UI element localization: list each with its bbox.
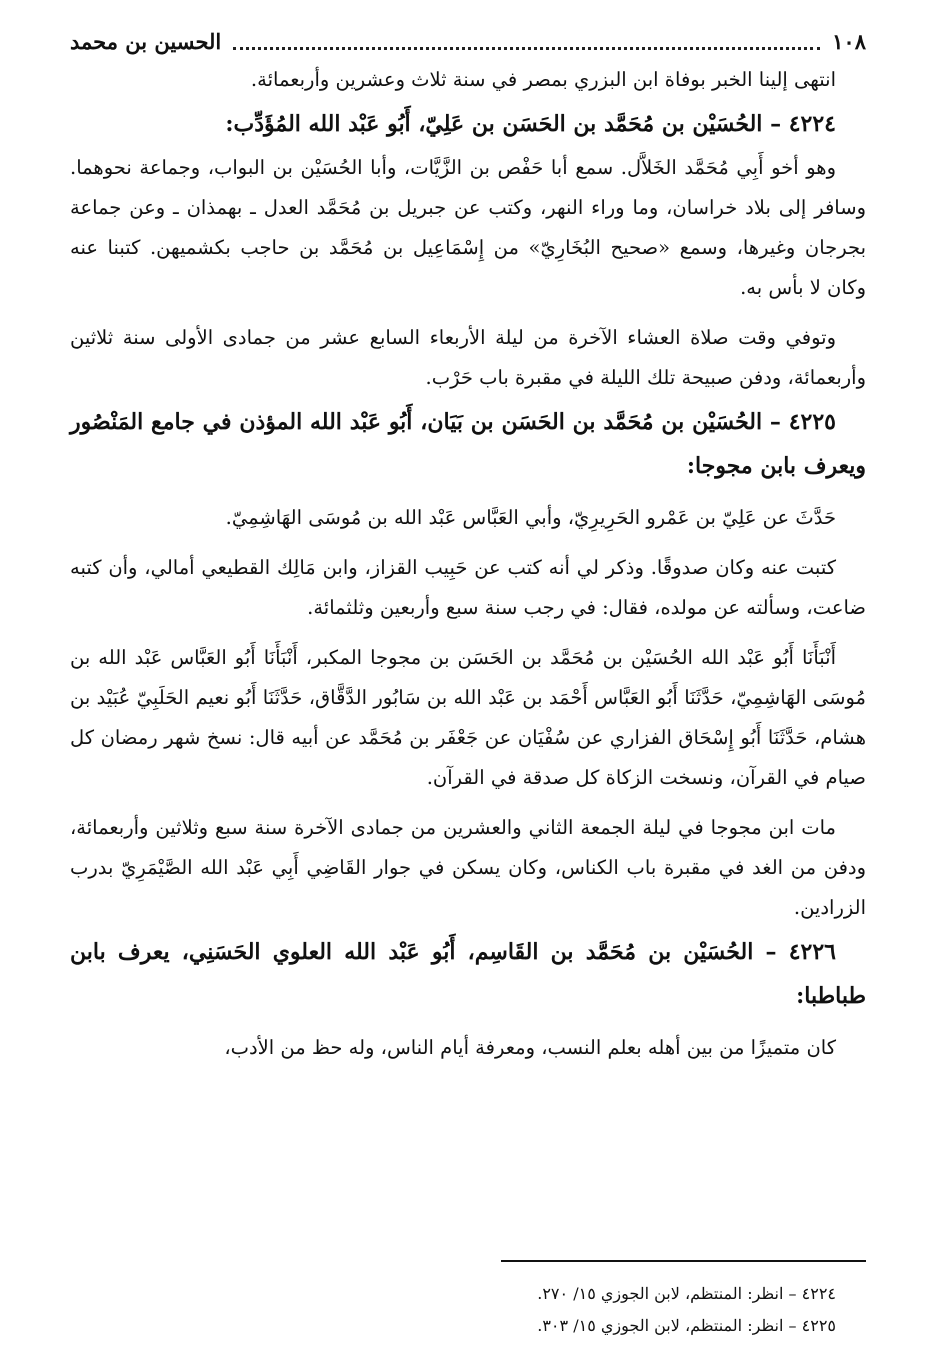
paragraph-4225-narrated: حَدَّثَ عن عَلِيّ بن عَمْرو الحَرِيرِيّ، وأبي العَبَّاس عَبْد الله بن مُوسَى الهَاشِمِيّ.	[225, 506, 836, 529]
header-dot-leader	[233, 47, 820, 50]
footnote-4224: ٤٢٢٤ – انظر: المنتظم، لابن الجوزي ١٥/ ٢٧٠.	[537, 1284, 836, 1303]
footnote-divider	[501, 1260, 866, 1262]
entry-heading-4225: ٤٢٢٥ – الحُسَيْن بن مُحَمَّد بن الحَسَن بن بَيَان، أَبُو عَبْد الله المؤذن في جامع المَنْصُور ويعرف بابن مجوجا:	[70, 409, 866, 479]
paragraph-closing-previous-entry: انتهى إلينا الخبر بوفاة ابن البزري بمصر في سنة ثلاث وعشرين وأربعمائة.	[250, 68, 836, 91]
footnote-4225: ٤٢٢٥ – انظر: المنتظم، لابن الجوزي ١٥/ ٣٠٣.	[537, 1316, 836, 1335]
paragraph-4226-biography: كان متميزًا من بين أهله بعلم النسب، ومعرفة أيام الناس، وله حظ من الأدب،	[224, 1036, 836, 1059]
paragraph-4225-death: مات ابن مجوجا في ليلة الجمعة الثاني والعشرين من جمادى الآخرة سنة سبع وثلاثين وأربعمائة، ودفن من الغد في مقبرة باب الكناس، وكان يسكن في جوار القَاضِي أَبِي عَبْد الله الصَّيْمَرِيّ بدرب الزرادين.	[70, 816, 866, 919]
paragraph-4224-death: وتوفي وقت صلاة العشاء الآخرة من ليلة الأربعاء السابع عشر من جمادى الأولى سنة ثلاثين وأربعمائة، ودفن صبيحة تلك الليلة في مقبرة باب حَرْب.	[70, 326, 866, 389]
paragraph-4225-biography: كتبت عنه وكان صدوقًا. وذكر لي أنه كتب عن حَبِيب القزاز، وابن مَالِك القطيعي أمالي، وأن كتبه ضاعت، وسألته عن مولده، فقال: في رجب سنة سبع وأربعين وثلثمائة.	[70, 556, 866, 619]
entry-heading-4224: ٤٢٢٤ – الحُسَيْن بن مُحَمَّد بن الحَسَن بن عَلِيّ، أَبُو عَبْد الله المُؤَدِّب:	[225, 111, 836, 137]
paragraph-4225-isnad: أَنْبَأَنَا أَبُو عَبْد الله الحُسَيْن بن مُحَمَّد بن الحَسَن بن مجوجا المكبر، أَنْبَأَنَا أَبُو العَبَّاس عَبْد الله بن مُوسَى الهَاشِمِيّ، حَدَّثَنَا أَبُو العَبَّاس أَحْمَد بن عَبْد الله بن سَابُور الدَّقَّاق، حَدَّثَنَا أَبُو نعيم الحَلَبِيّ عُبَيْد بن هشام، حَدَّثَنَا أَبُو إِسْحَاق الفزاري عن سُفْيَان عن جَعْفَر بن مُحَمَّد عن أبيه قال: نسخ شهر رمضان كل صيام في القرآن، ونسخت الزكاة كل صدقة في القرآن.	[70, 646, 866, 789]
page-number: ١٠٨	[832, 29, 866, 54]
paragraph-4224-biography: وهو أخو أَبِي مُحَمَّد الخَلاَّل. سمع أبا حَفْص بن الزَّيَّات، وأبا الحُسَيْن بن البواب، وجماعة نحوهما. وسافر إلى بلاد خراسان، وما وراء النهر، وكتب عن جبريل بن مُحَمَّد العدل ـ بهمذان ـ وعن جماعة بجرجان وغيرها، وسمع «صحيح البُخَارِيّ» من إِسْمَاعِيل بن مُحَمَّد بن حاجب بكشميهن. كتبنا عنه وكان لا بأس به.	[70, 156, 866, 299]
entry-heading-4226: ٤٢٢٦ – الحُسَيْن بن مُحَمَّد بن القَاسِم، أَبُو عَبْد الله العلوي الحَسَنِي، يعرف بابن طباطبا:	[70, 939, 866, 1009]
book-page	[70, 24, 866, 1338]
running-header	[70, 24, 866, 60]
running-title: الحسين بن محمد	[70, 29, 222, 54]
footnotes	[70, 1278, 866, 1342]
